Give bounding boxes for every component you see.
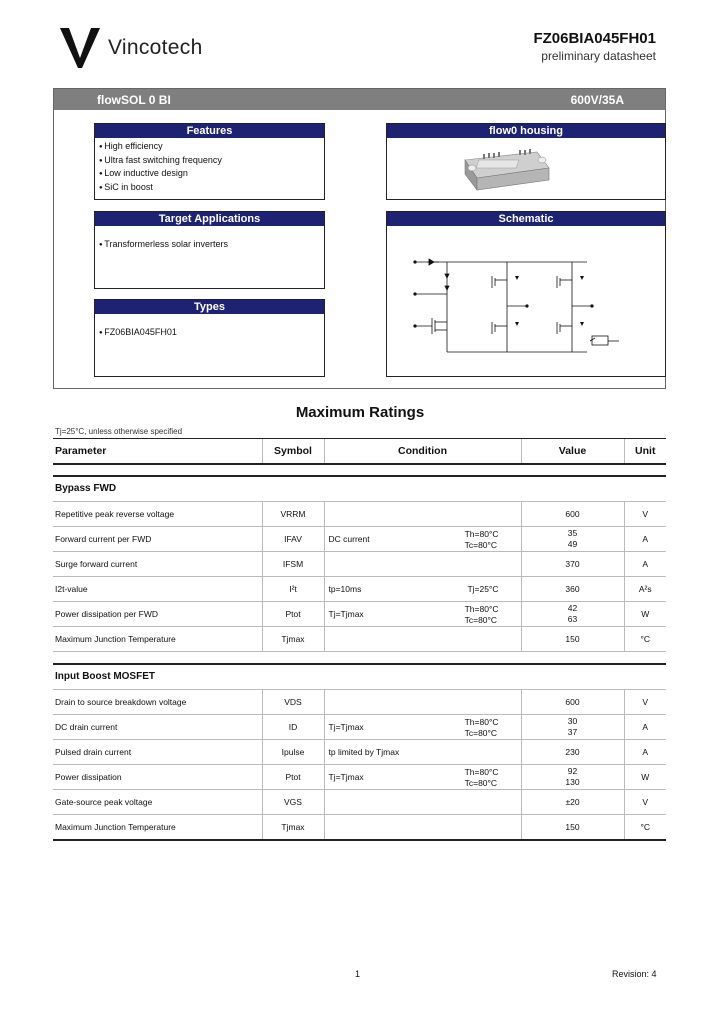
param-cell: Drain to source breakdown voltage — [53, 690, 262, 715]
document-subtitle: preliminary datasheet — [541, 49, 656, 63]
param-cell: Pulsed drain current — [53, 740, 262, 765]
values-wrap — [524, 716, 622, 738]
condition-wrap — [327, 627, 519, 651]
value-line: 600 — [565, 696, 580, 707]
condition-cell — [324, 815, 521, 841]
symbol-cell: Tjmax — [262, 815, 324, 841]
table-row — [53, 690, 666, 715]
value-line: 370 — [565, 558, 580, 569]
col-symbol: Symbol — [262, 439, 324, 464]
ratings-table — [53, 438, 666, 841]
condition-cell — [324, 577, 521, 602]
value-cell — [521, 740, 624, 765]
condition-cell — [324, 765, 521, 790]
values-wrap — [524, 797, 622, 808]
spacer-cell — [53, 464, 666, 476]
table-row — [53, 502, 666, 527]
vincotech-logo-icon — [60, 28, 102, 68]
value-cell — [521, 765, 624, 790]
symbol-cell: VGS — [262, 790, 324, 815]
param-cell: Surge forward current — [53, 552, 262, 577]
condition-wrap — [327, 602, 519, 626]
list-item: ● SiC in boost — [99, 181, 324, 195]
condition-cell — [324, 502, 521, 527]
condition-wrap — [327, 815, 519, 839]
section-title: Bypass FWD — [53, 476, 666, 502]
types-panel — [94, 299, 325, 377]
value-cell — [521, 690, 624, 715]
temp-line: Th=80°C — [464, 717, 499, 727]
target-applications-panel — [94, 211, 325, 289]
col-value: Value — [521, 439, 624, 464]
temp-line: Th=80°C — [464, 604, 499, 614]
value-line: 600 — [565, 508, 580, 519]
param-cell: Power dissipation per FWD — [53, 602, 262, 627]
temp-line: Tc=80°C — [464, 540, 498, 550]
table-row — [53, 627, 666, 652]
temp-line: Tc=80°C — [464, 778, 498, 788]
table-row — [53, 527, 666, 552]
spacer-cell — [53, 652, 666, 664]
param-cell: Repetitive peak reverse voltage — [53, 502, 262, 527]
value-line: 150 — [565, 821, 580, 832]
symbol-cell: VDS — [262, 690, 324, 715]
symbol-cell: Ptot — [262, 602, 324, 627]
unit-cell: W — [624, 602, 666, 627]
condition-text: Tj=Tjmax — [328, 609, 364, 619]
condition-wrap — [327, 790, 519, 814]
condition-wrap — [327, 765, 519, 789]
page-number: 1 — [355, 969, 361, 979]
value-cell — [521, 602, 624, 627]
housing-title: flow0 housing — [387, 124, 665, 138]
symbol-cell: Ptot — [262, 765, 324, 790]
revision-label: Revision: 4 — [612, 969, 657, 979]
value-line: 360 — [565, 583, 580, 594]
condition-wrap — [327, 527, 519, 551]
condition-temps — [465, 529, 499, 551]
value-cell — [521, 815, 624, 841]
section-title: Input Boost MOSFET — [53, 664, 666, 690]
part-number: FZ06BIA045FH01 — [533, 30, 656, 47]
features-panel — [94, 123, 325, 200]
temp-line: Tj=25°C — [467, 584, 499, 594]
values-wrap — [524, 766, 622, 788]
target-applications-title: Target Applications — [95, 212, 324, 226]
schematic-panel — [386, 211, 666, 377]
housing-panel — [386, 123, 666, 200]
unit-cell: A²s — [624, 577, 666, 602]
values-wrap — [524, 634, 622, 645]
unit-cell: °C — [624, 815, 666, 841]
values-wrap — [524, 697, 622, 708]
value-line: 37 — [567, 727, 578, 737]
condition-wrap — [327, 690, 519, 714]
condition-cell — [324, 790, 521, 815]
param-cell: I2t-value — [53, 577, 262, 602]
condition-cell — [324, 740, 521, 765]
param-cell: DC drain current — [53, 715, 262, 740]
condition-temps — [467, 584, 498, 595]
table-row — [53, 765, 666, 790]
symbol-cell: ID — [262, 715, 324, 740]
unit-cell: V — [624, 790, 666, 815]
temp-line: Tc=80°C — [464, 728, 498, 738]
condition-text: Tj=Tjmax — [328, 722, 364, 732]
condition-wrap — [327, 552, 519, 576]
col-condition: Condition — [324, 439, 521, 464]
col-unit: Unit — [624, 439, 666, 464]
table-row — [53, 602, 666, 627]
condition-cell — [324, 627, 521, 652]
table-row — [53, 577, 666, 602]
value-line: 35 — [567, 528, 578, 538]
condition-temps — [465, 767, 499, 789]
table-row — [53, 552, 666, 577]
section-header-row — [53, 476, 666, 502]
target-applications-list — [95, 226, 324, 252]
param-cell: Forward current per FWD — [53, 527, 262, 552]
value-line: 63 — [567, 614, 578, 624]
condition-wrap — [327, 577, 519, 601]
param-cell: Maximum Junction Temperature — [53, 815, 262, 841]
symbol-cell: IFSM — [262, 552, 324, 577]
param-cell: Gate-source peak voltage — [53, 790, 262, 815]
condition-cell — [324, 552, 521, 577]
table-header-row — [53, 439, 666, 464]
temp-line: Th=80°C — [464, 529, 499, 539]
value-line: 150 — [565, 633, 580, 644]
condition-cell — [324, 527, 521, 552]
values-wrap — [524, 559, 622, 570]
table-row — [53, 740, 666, 765]
condition-temps — [465, 717, 499, 739]
ratings-note: Tj=25°C, unless otherwise specified — [55, 427, 183, 436]
table-row — [53, 790, 666, 815]
symbol-cell: I²t — [262, 577, 324, 602]
value-cell — [521, 715, 624, 740]
section-header-row — [53, 664, 666, 690]
value-line: 230 — [565, 746, 580, 757]
table-row — [53, 815, 666, 841]
module-housing-image — [387, 138, 665, 200]
condition-wrap — [327, 715, 519, 739]
types-title: Types — [95, 300, 324, 314]
param-cell: Maximum Junction Temperature — [53, 627, 262, 652]
temp-line: Th=80°C — [464, 767, 499, 777]
value-line: 30 — [567, 716, 578, 726]
condition-cell — [324, 690, 521, 715]
schematic-diagram — [387, 226, 665, 376]
condition-text: tp=10ms — [328, 584, 362, 594]
condition-cell — [324, 602, 521, 627]
value-cell — [521, 790, 624, 815]
temp-line: Tc=80°C — [464, 615, 498, 625]
values-wrap — [524, 822, 622, 833]
value-cell — [521, 527, 624, 552]
table-row — [53, 715, 666, 740]
value-line: 92 — [567, 766, 578, 776]
value-cell — [521, 627, 624, 652]
table-spacer — [53, 464, 666, 476]
list-item: ● Ultra fast switching frequency — [99, 154, 324, 168]
list-item: ● FZ06BIA045FH01 — [99, 326, 324, 340]
features-list — [95, 138, 324, 194]
condition-cell — [324, 715, 521, 740]
table-spacer — [53, 652, 666, 664]
col-parameter: Parameter — [53, 439, 262, 464]
values-wrap — [524, 509, 622, 520]
product-family: flowSOL 0 BI — [97, 93, 171, 107]
values-wrap — [524, 603, 622, 625]
value-line: 42 — [567, 603, 578, 613]
value-cell — [521, 577, 624, 602]
ratings-title: Maximum Ratings — [295, 404, 425, 421]
brand-name: Vincotech — [108, 36, 203, 59]
value-cell — [521, 502, 624, 527]
condition-text: tp limited by Tjmax — [328, 747, 400, 757]
types-list — [95, 314, 324, 340]
unit-cell: V — [624, 502, 666, 527]
list-item: ● High efficiency — [99, 140, 324, 154]
unit-cell: V — [624, 690, 666, 715]
unit-cell: °C — [624, 627, 666, 652]
values-wrap — [524, 584, 622, 595]
values-wrap — [524, 747, 622, 758]
product-rating: 600V/35A — [570, 93, 624, 107]
features-title: Features — [95, 124, 324, 138]
list-item: ● Low inductive design — [99, 167, 324, 181]
condition-text: DC current — [328, 534, 370, 544]
unit-cell: W — [624, 765, 666, 790]
symbol-cell: VRRM — [262, 502, 324, 527]
condition-text: Tj=Tjmax — [328, 772, 364, 782]
values-wrap — [524, 528, 622, 550]
condition-wrap — [327, 502, 519, 526]
value-line: 49 — [567, 539, 578, 549]
condition-temps — [465, 604, 499, 626]
unit-cell: A — [624, 740, 666, 765]
symbol-cell: Tjmax — [262, 627, 324, 652]
unit-cell: A — [624, 715, 666, 740]
schematic-title: Schematic — [387, 212, 665, 226]
param-cell: Power dissipation — [53, 765, 262, 790]
symbol-cell: IFAV — [262, 527, 324, 552]
value-cell — [521, 552, 624, 577]
unit-cell: A — [624, 552, 666, 577]
list-item: ● Transformerless solar inverters — [99, 238, 324, 252]
condition-wrap — [327, 740, 519, 764]
symbol-cell: Ipulse — [262, 740, 324, 765]
unit-cell: A — [624, 527, 666, 552]
value-line: 130 — [565, 777, 580, 787]
value-line: ±20 — [565, 796, 580, 807]
